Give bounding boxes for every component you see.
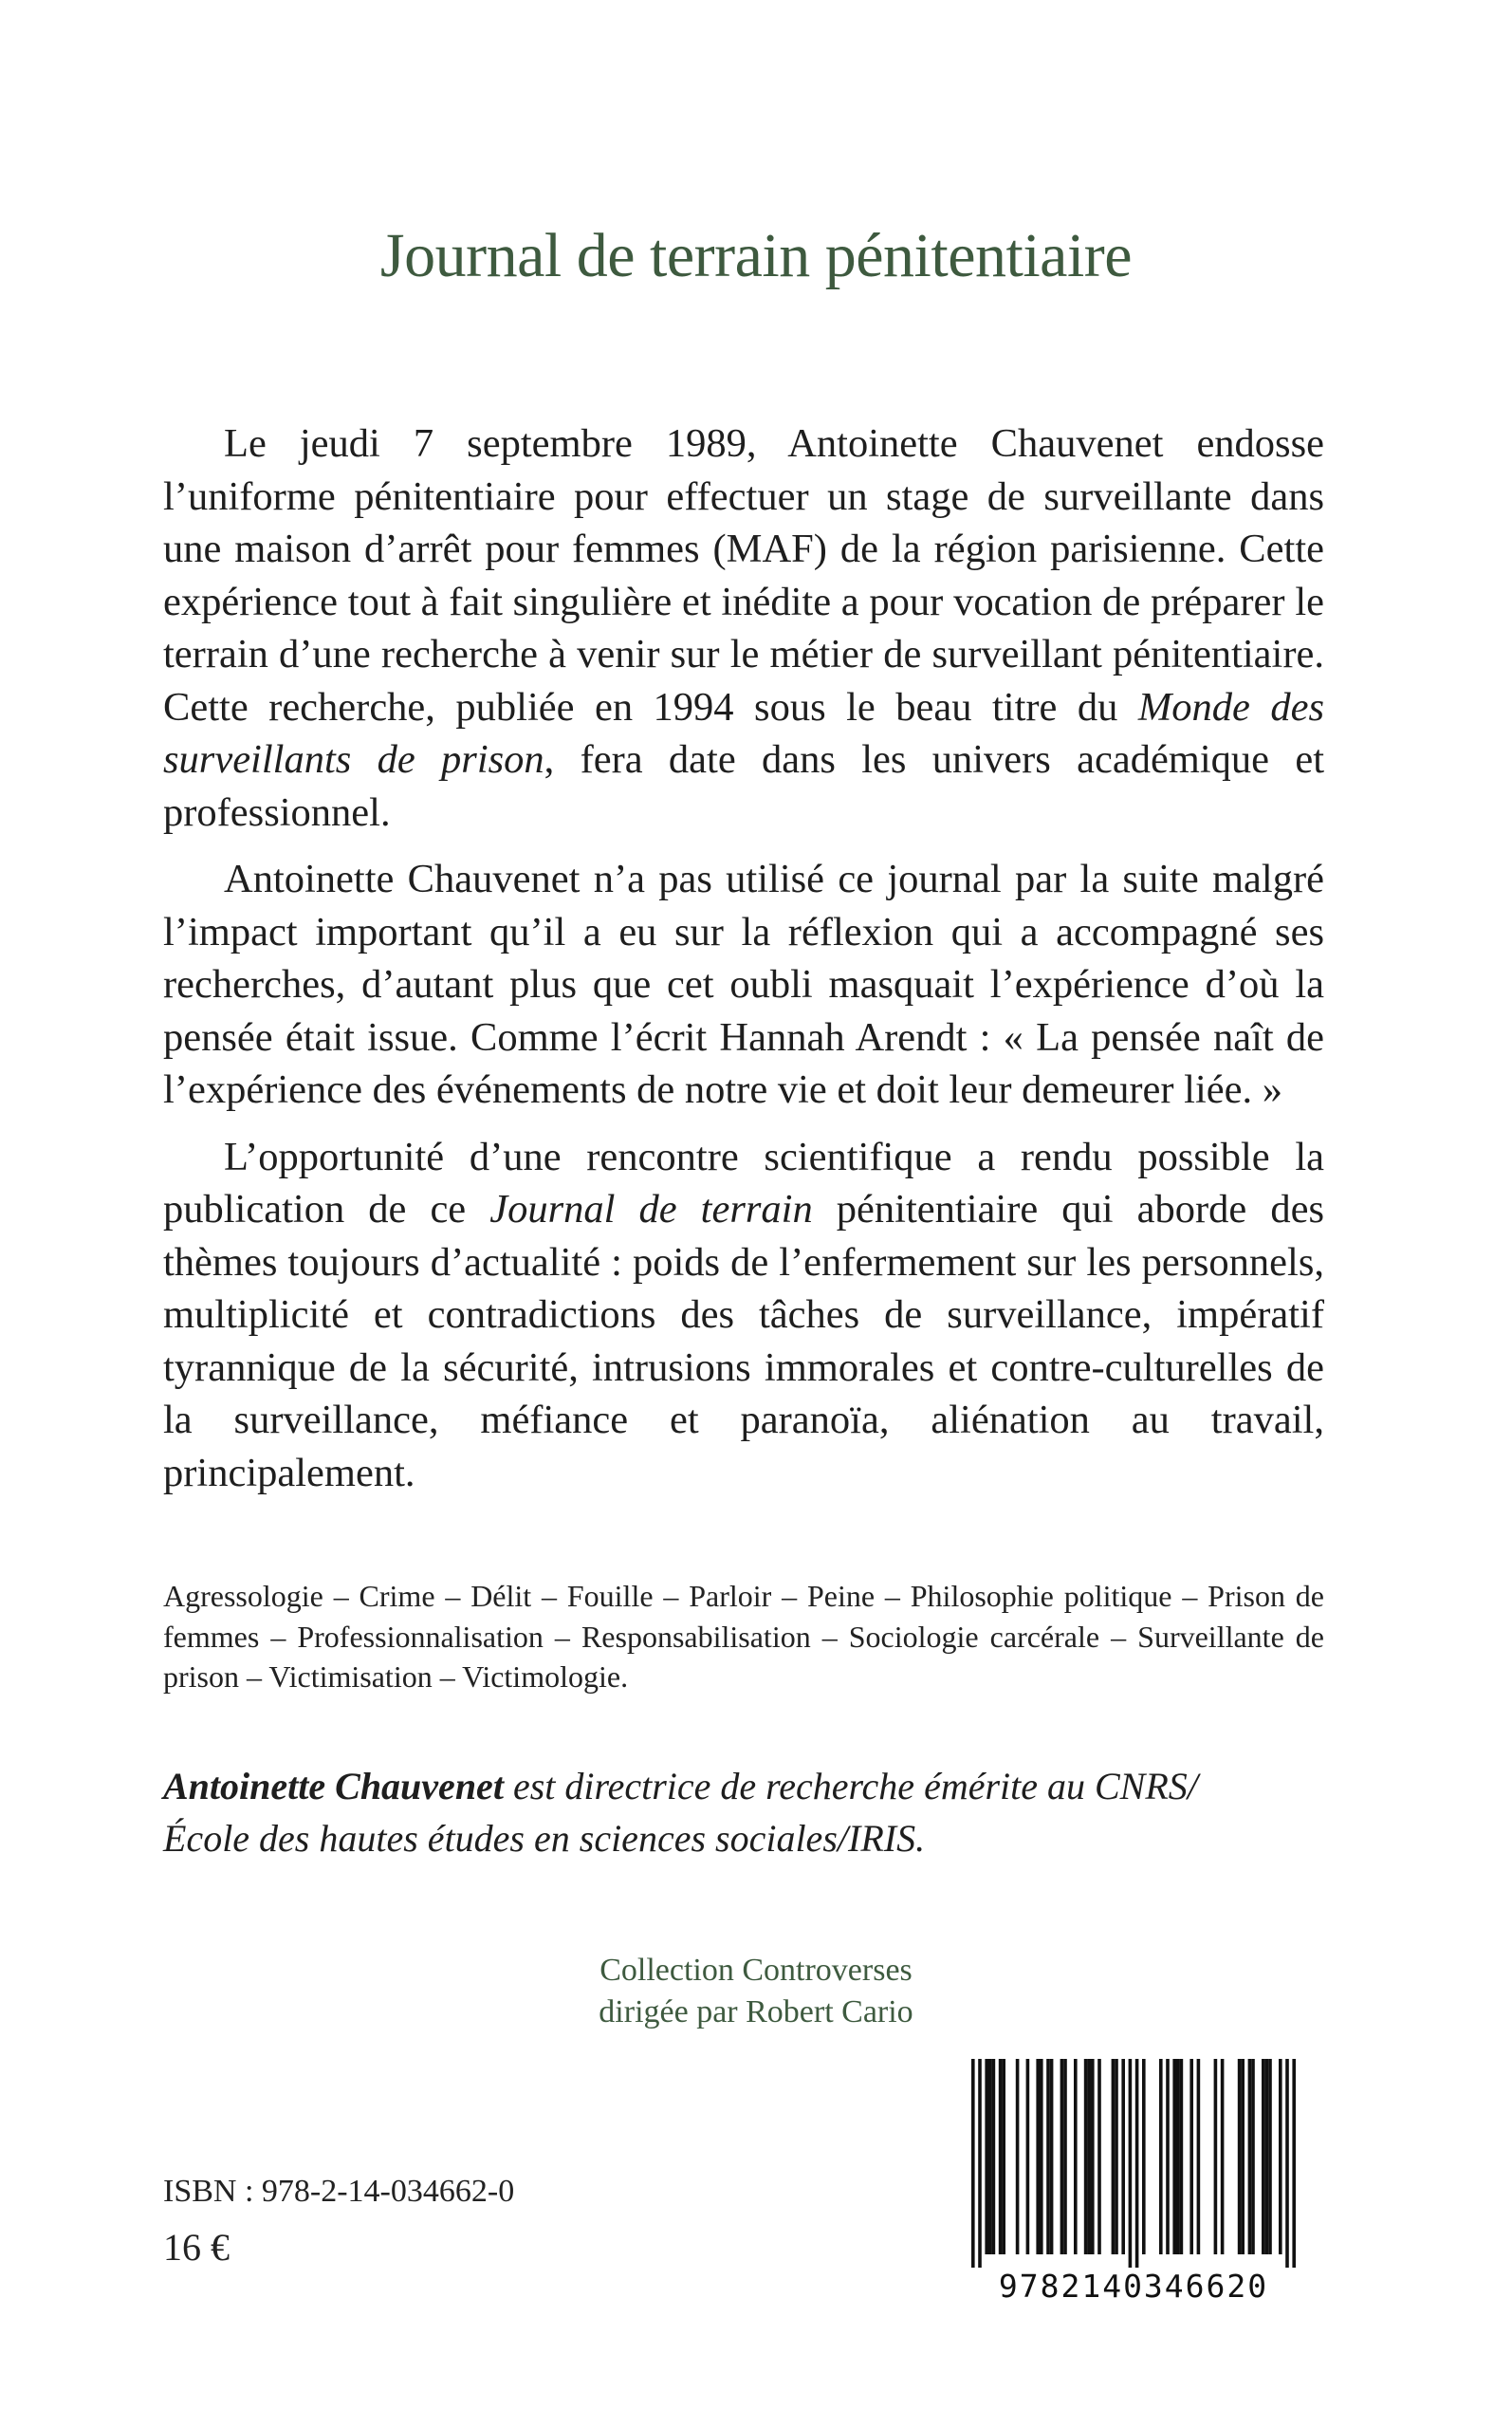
summary-paragraph-1	[163, 417, 1324, 839]
barcode-bar	[1097, 2059, 1101, 2254]
barcode-bar	[1251, 2059, 1255, 2254]
barcode-bar	[1285, 2059, 1289, 2270]
collection-director: dirigée par Robert Cario	[599, 1994, 913, 2029]
author-note-line2: École des hautes études en sciences sociales/IRIS.	[163, 1817, 926, 1860]
barcode-bar	[1221, 2059, 1225, 2254]
isbn-label: ISBN : 978-2-14-034662-0	[163, 2174, 515, 2209]
barcode-bar	[1292, 2059, 1296, 2270]
barcode-bar	[1166, 2059, 1170, 2254]
author-note	[163, 1760, 1349, 1864]
book-title: Journal de terrain pénitentiaire	[379, 221, 1133, 290]
barcode-bar	[1026, 2059, 1030, 2254]
text-run: pénitentiaire qui aborde des thèmes toujours d’actualité : poids de l’enfermement sur les personnels, multiplicité et contradictions des tâches de surveillance, impératif tyrannique de la sécurité, intrusions immorales et contre-culturelles de la surveillance, méfiance et paranoïa, aliénation au travail, principalement.	[163, 1187, 1324, 1495]
text-run: , fera date dans les univers académique et professionnel.	[163, 737, 1325, 835]
barcode-bar	[1074, 2059, 1078, 2254]
barcode-bar	[1129, 2059, 1133, 2270]
barcode-bar	[1084, 2059, 1088, 2254]
keywords-list: Agressologie – Crime – Délit – Fouille – Parloir – Peine – Philosophie politique – Prison de femmes – Professionnalisation – Responsabilisation – Sociologie carcérale – Surveillante de prison – Victimisation – Victimologie.	[163, 1579, 1324, 1694]
barcode-bar	[1063, 2059, 1067, 2254]
barcode-bar	[1238, 2059, 1242, 2254]
barcode-bar	[1189, 2059, 1193, 2254]
author-name: Antoinette Chauvenet	[163, 1765, 504, 1807]
barcode-bar	[1172, 2059, 1176, 2254]
summary-paragraph-3	[163, 1131, 1324, 1500]
barcode-bar	[1121, 2059, 1125, 2254]
barcode-bar	[1087, 2059, 1091, 2254]
text-run: L’opportunité d’une rencontre scientifique a rendu possible la publication de ce	[163, 1134, 1324, 1232]
price-label: 16 €	[163, 2226, 230, 2269]
barcode-bar	[1135, 2059, 1139, 2270]
barcode-bar	[1159, 2059, 1163, 2254]
barcode-digits: 9782140346620	[953, 2268, 1314, 2305]
barcode-bar	[1050, 2059, 1054, 2254]
italic-title-run: Monde des surveillants de prison	[163, 684, 1325, 782]
barcode-bar	[1112, 2059, 1116, 2254]
barcode-bar	[1197, 2059, 1201, 2254]
barcode-bar	[1046, 2059, 1050, 2254]
barcode-bar	[1091, 2059, 1095, 2254]
barcode-bar	[1036, 2059, 1040, 2254]
barcode-bar	[1262, 2059, 1265, 2254]
barcode-bar	[999, 2059, 1003, 2254]
barcode-bar	[1214, 2059, 1218, 2254]
author-note-line1: est directrice de recherche émérite au CNRS/	[503, 1765, 1198, 1807]
barcode-bar	[985, 2059, 988, 2254]
collection-info	[0, 1950, 1512, 2033]
barcode-bar	[992, 2059, 996, 2254]
barcode	[953, 2059, 1314, 2313]
barcode-bar	[1142, 2059, 1146, 2254]
italic-title-run: Journal de terrain	[489, 1187, 813, 1232]
barcode-bars	[953, 2059, 1314, 2270]
summary-paragraph-2	[163, 853, 1324, 1117]
barcode-bar	[1241, 2059, 1245, 2254]
barcode-bar	[988, 2059, 992, 2254]
barcode-bar	[1176, 2059, 1180, 2254]
barcode-bar	[1040, 2059, 1043, 2254]
barcode-bar	[1180, 2059, 1184, 2254]
text-run: Le jeudi 7 septembre 1989, Antoinette Chauvenet endosse l’uniforme pénitentiaire pour effectuer un stage de surveillante dans une maison d’arrêt pour femmes (MAF) de la région parisienne. Cette expérience tout à fait singulière et inédite a pour vocation de préparer le terrain d’une recherche à venir sur le métier de surveillant pénitentiaire. Cette recherche, publiée en 1994 sous le beau titre du	[163, 421, 1324, 730]
barcode-bar	[971, 2059, 975, 2270]
barcode-bar	[1002, 2059, 1005, 2254]
barcode-bar	[1115, 2059, 1118, 2254]
barcode-bar	[1248, 2059, 1252, 2254]
barcode-bar	[1016, 2059, 1020, 2254]
barcode-bar	[1268, 2059, 1272, 2254]
barcode-bar	[1265, 2059, 1269, 2254]
barcode-bar	[1060, 2059, 1064, 2254]
text-run: Antoinette Chauvenet n’a pas utilisé ce journal par la suite malgré l’impact important qu’il a eu sur la réflexion qui a accompagné ses recherches, d’autant plus que cet oubli masquait l’expérience d’où la pensée était issue. Comme l’écrit Hannah Arendt : « La pensée naît de l’expérience des événements de notre vie et doit leur demeurer liée. »	[163, 857, 1324, 1112]
barcode-bar	[1279, 2059, 1282, 2254]
collection-name: Collection Controverses	[599, 1953, 913, 1988]
back-cover-summary	[163, 417, 1324, 1499]
barcode-bar	[978, 2059, 982, 2270]
